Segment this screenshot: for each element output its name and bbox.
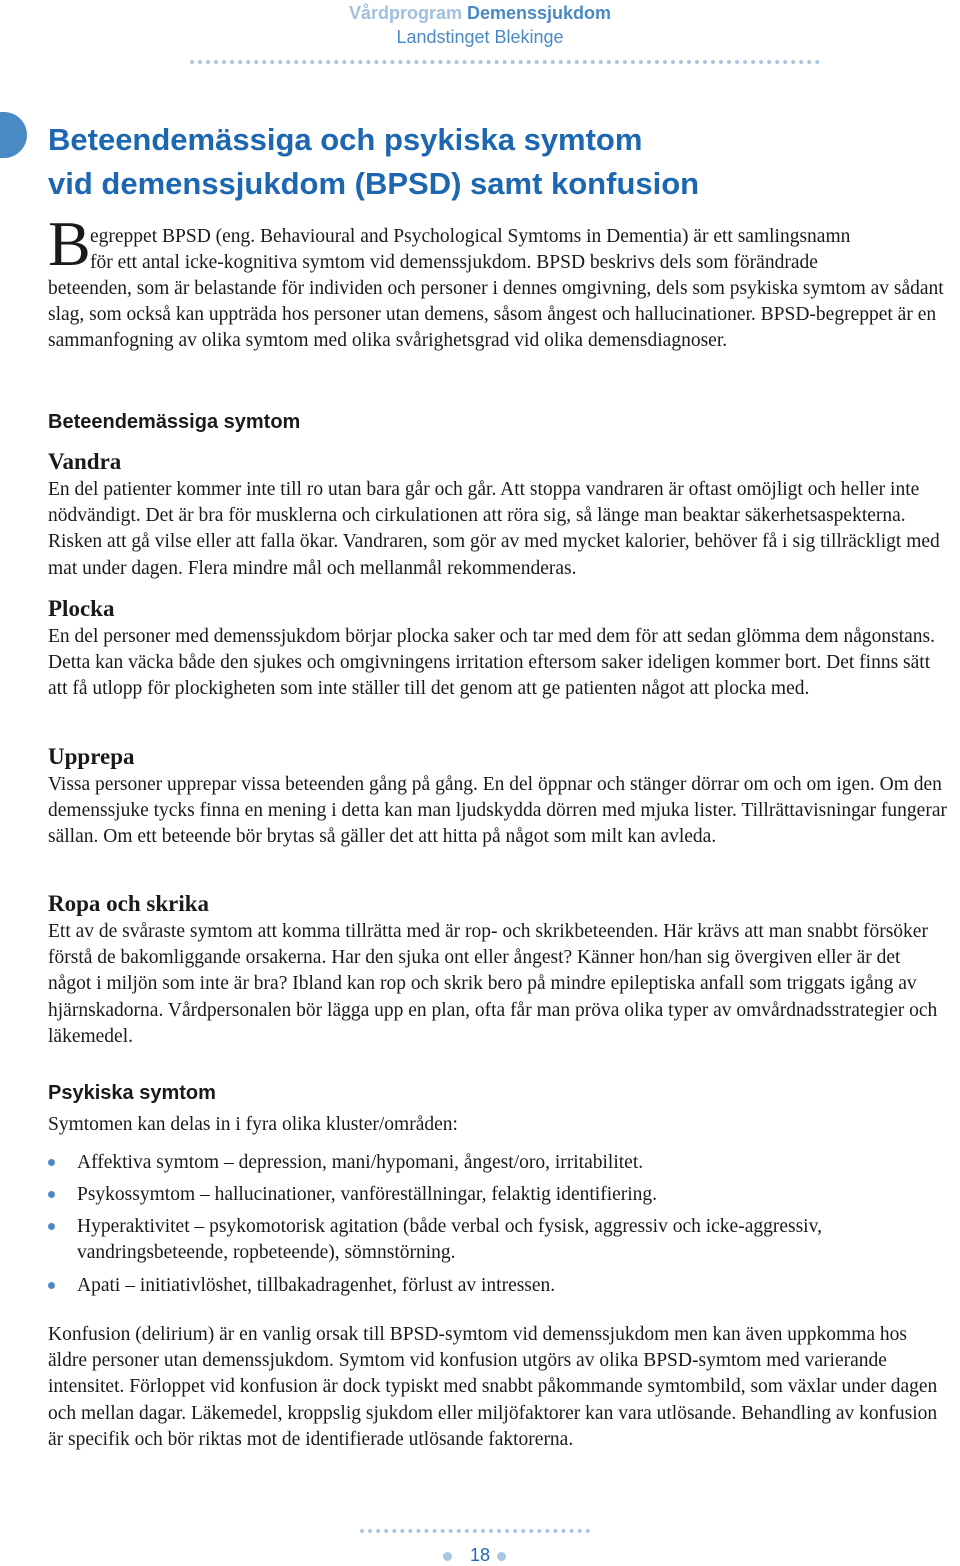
plocka-paragraph: En del personer med demenssjukdom börjar plocka saker och tar med dem för att sedan glömma dem någonstans. Detta kan väcka både den sjukes och omgivningens irritation eftersom saker ideligen kommer bort. Det finns sätt att få utlopp för plockigheten som inte ställer till det genom att ge patienten något att plocka med. <box>48 626 935 700</box>
ropa-heading: Ropa och skrika <box>48 891 210 916</box>
page-number: 18 <box>469 1545 491 1565</box>
ropa-paragraph: Ett av de svåraste symtom att komma tillrätta med är rop- och skrikbeteenden. Här krävs att man snabbt försöker förstå de bakomliggande orsakerna. Har den sjuka ont eller ångest? Känner hon/han sig övergiven eller är det något i miljön som inte är bra? Ibland kan rop och skrik bero på mindre epileptiska anfall som triggats igång av hjärnskadorna. Vårdpersonalen bör lägga upp en plan, ofta får man pröva olika typer av omvårdnadsstrategier och läkemedel. <box>48 921 938 1047</box>
psychological-heading: Psykiska symtom <box>48 1082 216 1104</box>
list-item-text: Apati – initiativlöshet, tillbakadragenhet, förlust av intressen. <box>77 1275 556 1296</box>
title-line-1: Beteendemässiga och psykiska symtom <box>48 122 643 157</box>
bullet-icon <box>48 1159 55 1166</box>
header-topic: Demenssjukdom <box>467 3 612 23</box>
vandra-paragraph: En del patienter kommer inte till ro utan bara går och går. Att stoppa vandraren är oftast omöjligt och heller inte nödvändigt. Det är bra för musklerna och cirkulationen att röra sig, så länge man beaktar säkerhetsaspekterna. Risken att gå vilse eller att falla ökar. Vandraren, som gör av med mycket kalorier, behöver få i sig tillräckligt med mat under dagen. Flera mindre mål och mellanmål rekommenderas. <box>48 479 940 579</box>
bullet-icon <box>48 1282 55 1289</box>
plocka-heading: Plocka <box>48 596 115 621</box>
konfusion-paragraph: Konfusion (delirium) är en vanlig orsak till BPSD-symtom vid demenssjukdom men kan även uppkomma hos äldre personer utan demenssjukdom. Symtom vid konfusion utgörs av olika BPSD-symtom med varierande intensitet. Förloppet vid konfusion är dock typiskt med snabbt påkommande symtombild, som växlar under dagen och mellan dagar. Läkemedel, kroppslig sjukdom eller miljöfaktorer kan vara utlösande. Behandling av konfusion är specifik och bör riktas mot de identifierade utlösande faktorerna. <box>48 1324 938 1450</box>
psychological-intro: Symtomen kan delas in i fyra olika kluster/områden: <box>48 1114 458 1135</box>
page-dot-right-icon <box>497 1552 506 1561</box>
list-item-text: Affektiva symtom – depression, mani/hypomani, ångest/oro, irritabilitet. <box>77 1152 644 1173</box>
list-item-text: Hyperaktivitet – psykomotorisk agitation (både verbal och fysisk, aggressiv och icke-aggressiv, vandringsbeteende, ropbeteende), sömnstörning. <box>77 1216 822 1264</box>
header-dotted-rule <box>190 60 820 64</box>
behavioral-heading: Beteendemässiga symtom <box>48 411 301 433</box>
footer-dotted-rule <box>360 1529 590 1533</box>
upprepa-paragraph: Vissa personer upprepar vissa beteenden gång på gång. En del öppnar och stänger dörrar om och om igen. Om den demenssjuke tycks finna en mening i detta kan man ljudskydda dörren med mjuka lister. Tillrättavisningar fungerar sällan. Om ett beteende bör brytas så gäller det att hitta på något som milt kan avleda. <box>48 774 947 848</box>
drop-cap: B <box>48 208 91 279</box>
bullet-icon <box>48 1223 55 1230</box>
header-program: Vårdprogram <box>348 3 462 23</box>
header-org: Landstinget Blekinge <box>396 27 564 47</box>
vandra-heading: Vandra <box>48 449 122 474</box>
intro-line-2: för ett antal icke-kognitiva symtom vid demenssjukdom. BPSD beskrivs dels som förändrade <box>90 252 818 273</box>
header-title <box>0 3 960 24</box>
title-line-2: vid demenssjukdom (BPSD) samt konfusion <box>48 166 700 201</box>
intro-line-1: egreppet BPSD (eng. Behavioural and Psychological Symtoms in Dementia) är ett samlingsnamn <box>90 226 851 247</box>
page-title <box>48 118 928 206</box>
upprepa-heading: Upprepa <box>48 744 135 769</box>
bullet-icon <box>48 1191 55 1198</box>
intro-paragraph: beteenden, som är belastande för individen och personer i dennes omgivning, dels som psykiska symtom av sådant slag, som också kan uppträda hos personer utan demens, såsom ångest och hallucinationer. BPSD-begreppet är en sammanfogning av olika symtom med olika svårighetsgrad vid olika demensdiagnoser. <box>48 278 944 352</box>
section-marker-icon <box>0 112 30 158</box>
list-item-text: Psykossymtom – hallucinationer, vanföreställningar, felaktig identifiering. <box>77 1184 658 1205</box>
